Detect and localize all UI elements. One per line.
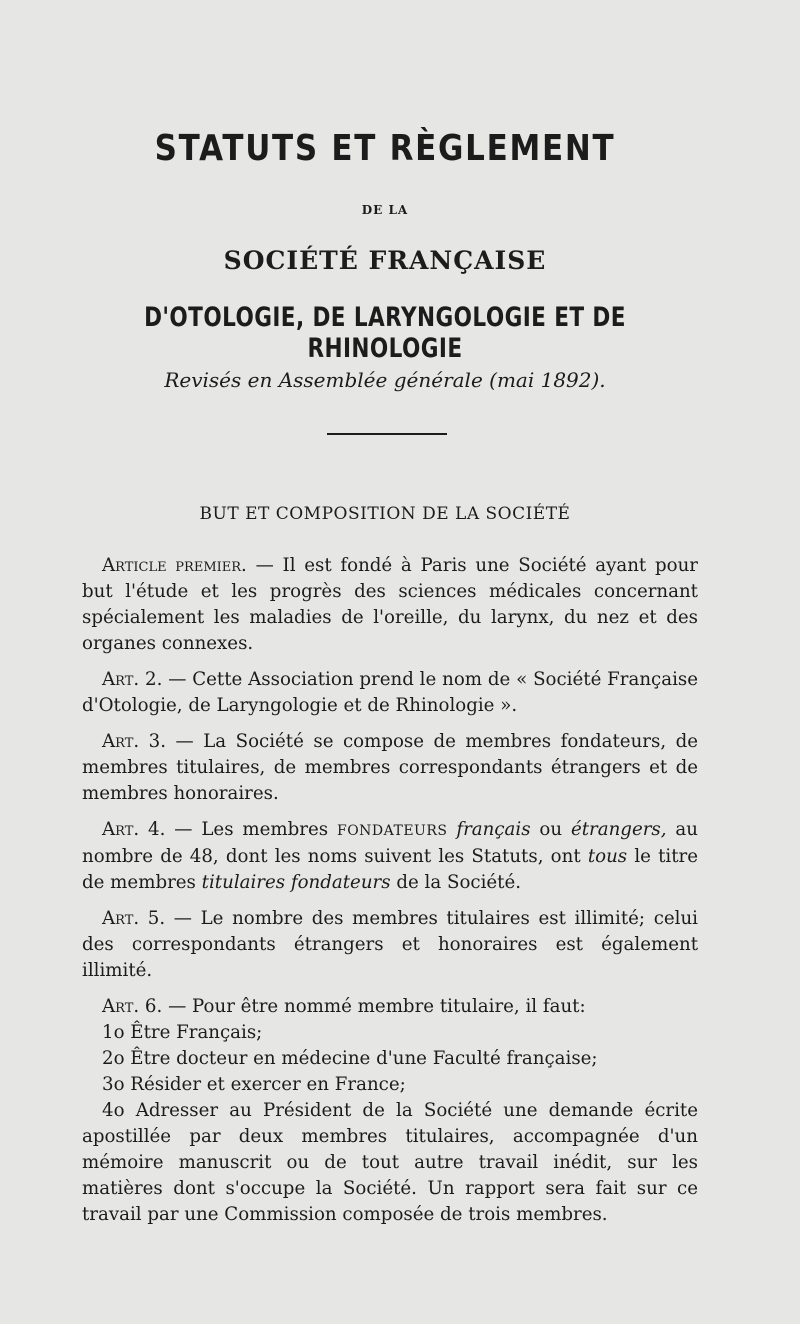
article-text-italic: titulaires fondateurs — [201, 872, 391, 893]
article-2 — [82, 667, 698, 719]
section-divider — [327, 433, 447, 435]
article-5 — [82, 906, 698, 984]
document-title: STATUTS ET RÈGLEMENT — [154, 128, 616, 169]
article-4 — [82, 817, 698, 896]
article-text: — La Société se compose de membres fondateurs, de membres titulaires, de membres correspondants étrangers et de membres honoraires. — [82, 731, 698, 804]
article-label: Art. 3. — [102, 731, 166, 752]
article-label: Art. 6. — [102, 996, 163, 1017]
article-text-italic: tous — [587, 846, 628, 867]
article-3 — [82, 729, 698, 807]
article-text: au nombre de 48, dont les noms suivent les Statuts, ont — [82, 819, 698, 867]
article-text-italic: étrangers, — [570, 819, 667, 840]
article-label: Art. 5. — [102, 908, 166, 929]
article-text: le titre de membres — [82, 846, 698, 893]
article-text-italic: français — [456, 819, 531, 840]
section-heading: BUT ET COMPOSITION DE LA SOCIÉTÉ — [199, 504, 571, 524]
condition-item: 2o Être docteur en médecine d'une Faculté française; — [102, 1048, 598, 1069]
article-text: de la Société. — [390, 872, 522, 893]
article-label: Article premier. — [102, 555, 247, 576]
article-text: — Les membres — [165, 819, 337, 840]
condition-item: 1o Être Français; — [102, 1022, 263, 1043]
article-label: Art. 2. — [102, 669, 163, 690]
article-text: — Pour être nommé membre titulaire, il faut: — [162, 996, 586, 1017]
articles-body — [82, 553, 698, 1228]
society-specialty: D'OTOLOGIE, DE LARYNGOLOGIE ET DE RHINOLOGIE — [144, 302, 626, 364]
article-label: Art. 4. — [102, 819, 166, 840]
article-text: — Il est fondé à Paris une Société ayant pour but l'étude et les progrès des sciences médicales concernant spécialement les maladies de l'oreille, du larynx, du nez et des organes connexes. — [82, 555, 698, 654]
condition-item: 3o Résider et exercer en France; — [102, 1074, 406, 1095]
article-text: ou — [530, 819, 571, 840]
article-text: — Le nombre des membres titulaires est illimité; celui des correspondants étrangers et honoraires est également illimité. — [82, 908, 698, 981]
article-text-smallcaps: FONDATEURS — [336, 823, 448, 839]
revision-note: Revisés en Assemblée générale (mai 1892). — [164, 368, 606, 392]
condition-item: 4o Adresser au Président de la Société une demande écrite apostillée par deux membres titulaires, accompagnée d'un mémoire manuscrit ou de tout autre travail inédit, sur les matières dont s'occupe la Société. Un rapport sera fait sur ce travail par une Commission composée de trois membres. — [82, 1100, 698, 1225]
article-6 — [82, 994, 698, 1020]
article-text: — Cette Association prend le nom de « Société Française d'Otologie, de Laryngologie et de Rhinologie ». — [82, 669, 698, 716]
title-connector: DE LA — [361, 203, 409, 217]
society-name: SOCIÉTÉ FRANÇAISE — [223, 246, 547, 275]
article-1 — [82, 553, 698, 657]
